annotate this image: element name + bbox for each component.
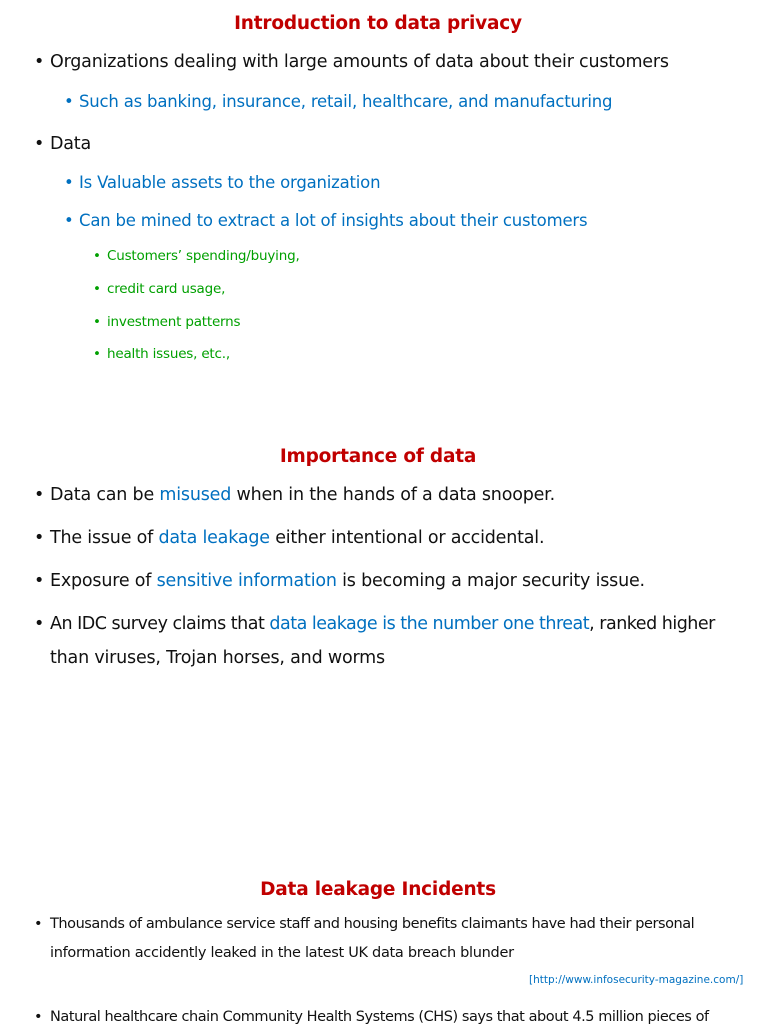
section-title-intro: Introduction to data privacy	[234, 13, 522, 34]
text-segment: An IDC survey claims that	[50, 614, 270, 634]
bullet-valuable-assets: Is Valuable assets to the organization	[79, 173, 381, 192]
incident-ambulance-line2: information accidently leaked in the latest UK data breach blunder	[50, 945, 514, 961]
highlight-data-leakage: data leakage	[158, 528, 270, 548]
text-segment: The issue of	[50, 528, 159, 548]
bullet-icon: •	[34, 571, 45, 591]
bullet-idc-survey-continuation: than viruses, Trojan horses, and worms	[50, 648, 385, 668]
bullet-icon: •	[93, 281, 101, 297]
highlight-sensitive-information: sensitive information	[156, 571, 337, 591]
list-item-health: health issues, etc.,	[107, 346, 230, 362]
list-item-spending: Customers’ spending/buying,	[107, 248, 300, 264]
text-segment: when in the hands of a data snooper.	[231, 485, 555, 505]
bullet-icon: •	[34, 134, 45, 154]
text-segment: is becoming a major security issue.	[336, 571, 645, 591]
bullet-icon: •	[34, 528, 45, 548]
bullet-icon: •	[64, 92, 74, 111]
bullet-icon: •	[34, 916, 43, 932]
bullet-icon: •	[34, 614, 45, 634]
list-item-credit-card: credit card usage,	[107, 281, 226, 297]
bullet-misused	[50, 485, 555, 505]
incident-chs-line1: Natural healthcare chain Community Health Systems (CHS) says that about 4.5 million pieces of	[50, 1009, 709, 1025]
bullet-icon: •	[93, 346, 101, 362]
section-title-incidents: Data leakage Incidents	[260, 879, 496, 900]
text-segment: Data can be	[50, 485, 160, 505]
bullet-icon: •	[93, 314, 101, 330]
bullet-industries: Such as banking, insurance, retail, healthcare, and manufacturing	[79, 92, 613, 111]
highlight-number-one-threat: data leakage is the number one threat	[269, 614, 590, 634]
bullet-mined-insights: Can be mined to extract a lot of insights about their customers	[79, 211, 588, 230]
incident-ambulance-line1: Thousands of ambulance service staff and housing benefits claimants have had their personal	[50, 916, 695, 932]
section-title-importance: Importance of data	[279, 446, 477, 467]
bullet-icon: •	[93, 248, 101, 264]
text-segment: either intentional or accidental.	[269, 528, 545, 548]
bullet-icon: •	[34, 1009, 43, 1025]
bullet-organizations: Organizations dealing with large amounts of data about their customers	[50, 52, 669, 72]
source-link[interactable]: [http://www.infosecurity-magazine.com/]	[529, 974, 744, 986]
bullet-icon: •	[64, 211, 74, 230]
text-segment: Exposure of	[50, 571, 157, 591]
text-segment: , ranked higher	[589, 614, 715, 634]
bullet-sensitive-information	[50, 571, 645, 591]
bullet-data-leakage	[50, 528, 544, 548]
bullet-icon: •	[34, 52, 45, 72]
bullet-data: Data	[50, 134, 91, 154]
bullet-idc-survey	[50, 614, 715, 634]
highlight-misused: misused	[159, 485, 232, 505]
bullet-icon: •	[34, 485, 45, 505]
bullet-icon: •	[64, 173, 74, 192]
list-item-investment: investment patterns	[107, 314, 241, 330]
